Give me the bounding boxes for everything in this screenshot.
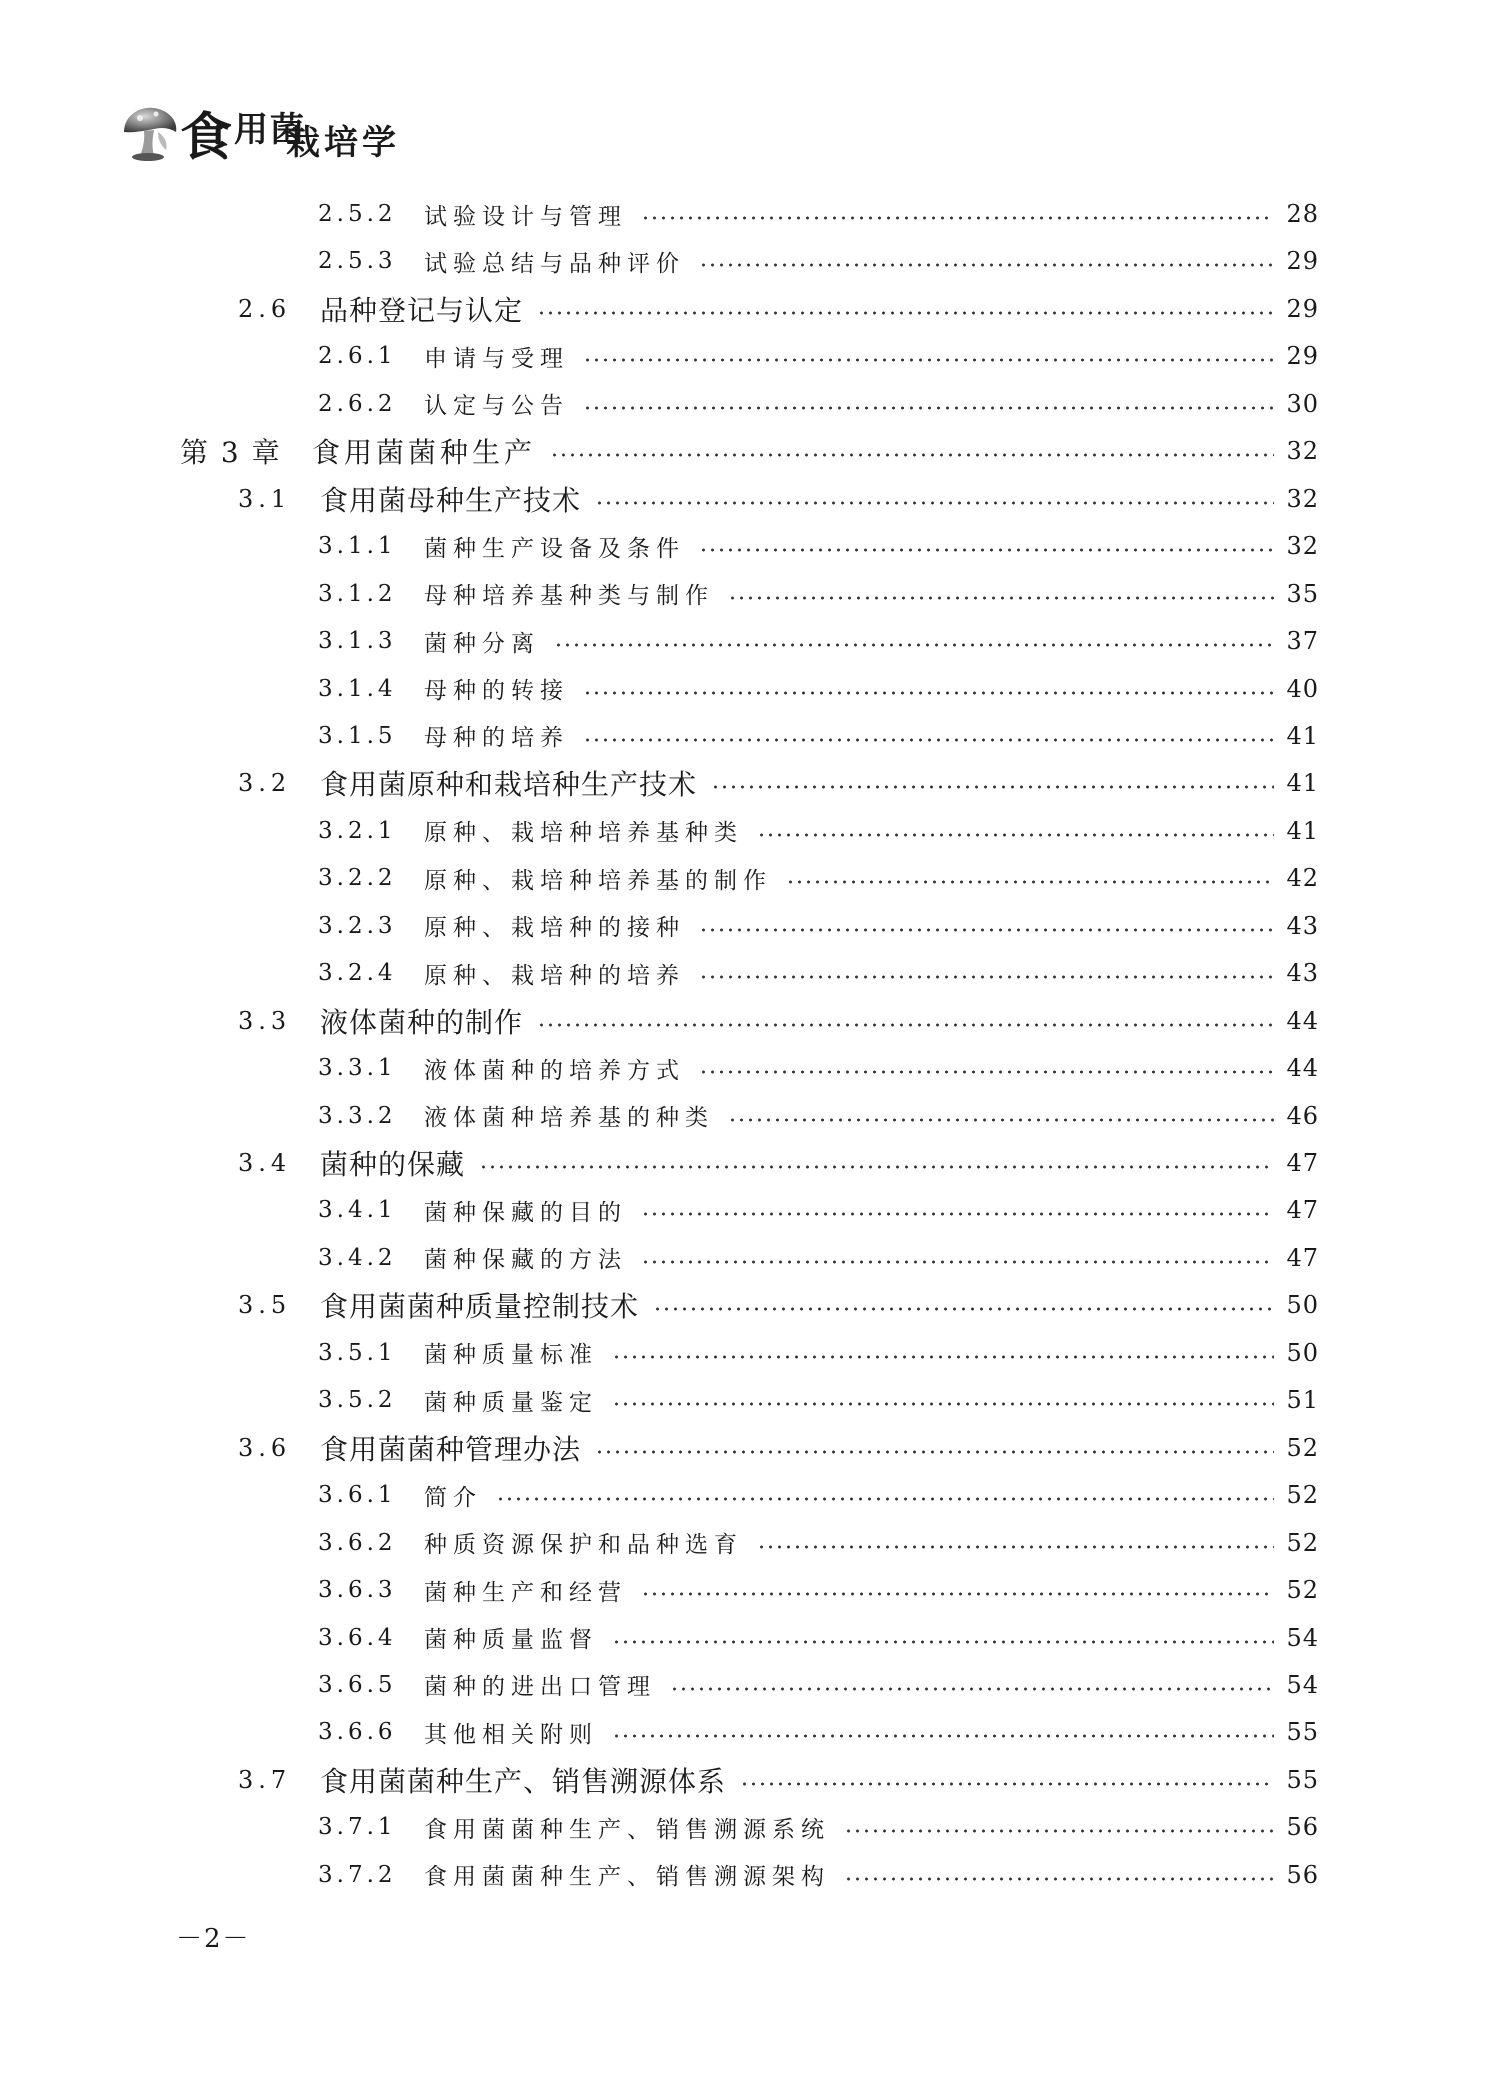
- toc-entry-title: 食用菌菌种管理办法: [320, 1432, 582, 1466]
- toc-entry-page: 55: [1286, 1765, 1319, 1794]
- toc-entry-title: 菌种保藏的方法: [424, 1247, 627, 1274]
- toc-entry-title: 菌种质量鉴定: [424, 1389, 598, 1416]
- toc-entry-title: 简介: [424, 1484, 482, 1511]
- toc-entry-page: 52: [1286, 1433, 1319, 1462]
- toc-leader-dots: [641, 1212, 1274, 1216]
- toc-leader-dots: [740, 1782, 1274, 1786]
- toc-entry: [0, 858, 1503, 898]
- toc-entry-number: 3.1.5: [318, 722, 397, 749]
- toc-entry: [0, 289, 1503, 329]
- toc-leader-dots: [595, 1450, 1274, 1454]
- toc-entry-title: 品种登记与认定: [320, 293, 524, 327]
- toc-leader-dots: [711, 785, 1274, 789]
- toc-entry: [0, 1760, 1503, 1800]
- toc-entry-page: 28: [1286, 200, 1319, 228]
- toc-entry-number: 3.1.1: [318, 533, 397, 560]
- toc-leader-dots: [479, 1165, 1274, 1169]
- toc-entry-number: 3.6.3: [318, 1577, 397, 1604]
- toc-entry-page: 44: [1286, 1054, 1319, 1083]
- toc-entry: [0, 716, 1503, 756]
- toc-leader-dots: [786, 880, 1274, 884]
- toc-leader-dots: [612, 1640, 1274, 1644]
- toc-entry: [0, 1475, 1503, 1515]
- toc-entry-page: 50: [1286, 1338, 1319, 1367]
- toc-leader-dots: [583, 738, 1274, 742]
- toc-entry: [0, 1428, 1503, 1468]
- toc-leader-dots: [641, 216, 1274, 220]
- toc-entry-number: 3.2: [238, 769, 292, 798]
- toc-entry: [0, 1238, 1503, 1278]
- toc-entry-number: 3.2.2: [318, 865, 397, 892]
- toc-entry: [0, 194, 1503, 234]
- toc-entry-title: 食用菌菌种生产、销售溯源体系: [320, 1764, 727, 1798]
- toc-entry-page: 32: [1286, 437, 1319, 466]
- toc-entry-page: 47: [1286, 1196, 1319, 1225]
- toc-leader-dots: [670, 1687, 1274, 1691]
- toc-entry-number: 3.6.1: [318, 1482, 397, 1509]
- toc-entry-page: 37: [1286, 627, 1319, 656]
- toc-entry-number: 3.4.2: [318, 1244, 397, 1271]
- toc-leader-dots: [844, 1829, 1274, 1833]
- toc-entry-page: 47: [1286, 1149, 1319, 1177]
- toc-entry-number: 3.1: [238, 484, 292, 513]
- toc-entry: [0, 1001, 1503, 1041]
- toc-entry-title: 液体菌种培养基的种类: [424, 1105, 714, 1132]
- toc-leader-dots: [728, 596, 1274, 600]
- toc-entry-page: 43: [1286, 911, 1319, 940]
- toc-entry: [0, 1143, 1503, 1183]
- toc-entry: [0, 1855, 1503, 1895]
- toc-entry-page: 35: [1286, 579, 1319, 608]
- toc-entry: [0, 1048, 1503, 1088]
- toc-entry-number: 2.5.2: [318, 201, 397, 227]
- toc-leader-dots: [699, 548, 1274, 552]
- toc-entry-title: 试验设计与管理: [424, 203, 627, 230]
- toc-entry: [0, 241, 1503, 281]
- toc-entry-page: 55: [1286, 1718, 1319, 1747]
- toc-leader-dots: [757, 833, 1274, 837]
- toc-entry-page: 32: [1286, 484, 1319, 513]
- toc-entry-page: 30: [1286, 389, 1319, 418]
- toc-entry-title: 原种、栽培种培养基的制作: [424, 867, 772, 894]
- toc-entry-title: 试验总结与品种评价: [424, 250, 685, 277]
- toc-entry-page: 56: [1286, 1860, 1319, 1889]
- toc-entry-number: 3.1.3: [318, 628, 397, 655]
- toc-entry-title: 菌种质量标准: [424, 1342, 598, 1369]
- toc-entry-title: 食用菌菌种生产: [312, 436, 537, 470]
- running-header: [118, 98, 618, 168]
- toc-entry-page: 56: [1286, 1813, 1319, 1842]
- toc-leader-dots: [612, 1355, 1274, 1359]
- toc-entry-number: 3.5: [238, 1291, 292, 1320]
- toc-leader-dots: [537, 1023, 1274, 1027]
- toc-entry: [0, 526, 1503, 566]
- mushroom-icon: [118, 102, 182, 162]
- book-title-part1: 食: [180, 107, 235, 168]
- toc-entry-title: 母种培养基种类与制作: [424, 583, 714, 610]
- toc-leader-dots: [612, 1734, 1274, 1738]
- toc-leader-dots: [583, 358, 1274, 362]
- toc-entry-number: 2.6.1: [318, 343, 397, 370]
- toc-leader-dots: [612, 1402, 1274, 1406]
- toc-entry-number: 3.6.6: [318, 1719, 397, 1746]
- toc-entry-title: 母种的转接: [424, 678, 569, 704]
- toc-entry: [0, 384, 1503, 424]
- toc-entry-title: 食用菌母种生产技术: [320, 483, 582, 517]
- toc-entry-title: 菌种的进出口管理: [424, 1674, 656, 1701]
- toc-entry: [0, 1570, 1503, 1610]
- book-title-part2: 用菌: [234, 110, 307, 150]
- toc-leader-dots: [653, 1307, 1274, 1311]
- toc-entry-number: 3.7.2: [318, 1861, 397, 1888]
- toc-entry-title: 菌种分离: [424, 630, 540, 657]
- toc-entry: [0, 811, 1503, 851]
- toc-entry-number: 3.3: [238, 1006, 292, 1035]
- toc-entry: [0, 906, 1503, 946]
- toc-entry-title: 食用菌菌种生产、销售溯源架构: [424, 1864, 830, 1891]
- toc-entry: [0, 669, 1503, 709]
- toc-entry-number: 第 3 章: [180, 436, 282, 470]
- toc-entry-title: 种质资源保护和品种选育: [424, 1532, 743, 1559]
- toc-leader-dots: [641, 1260, 1274, 1264]
- toc-entry-number: 3.2.4: [318, 960, 397, 987]
- toc-entry-page: 43: [1286, 959, 1319, 988]
- toc-entry: [0, 431, 1503, 471]
- toc-entry-page: 41: [1286, 769, 1319, 798]
- toc-entry-title: 菌种保藏的目的: [424, 1199, 627, 1226]
- toc-leader-dots: [699, 928, 1274, 932]
- toc-entry: [0, 953, 1503, 993]
- toc-entry-title: 其他相关附则: [424, 1721, 598, 1748]
- toc-entry-page: 52: [1286, 1576, 1319, 1605]
- book-title-part3: 栽培学: [286, 123, 400, 163]
- toc-entry: [0, 1096, 1503, 1136]
- toc-leader-dots: [537, 311, 1274, 315]
- toc-entry-number: 3.2.1: [318, 817, 397, 844]
- toc-entry-page: 54: [1286, 1670, 1319, 1699]
- toc-entry: [0, 1712, 1503, 1752]
- toc-entry-title: 母种的培养: [424, 725, 569, 752]
- toc-entry: [0, 336, 1503, 376]
- toc-entry-number: 3.6: [238, 1433, 292, 1462]
- toc-entry-title: 原种、栽培种培养基种类: [424, 820, 743, 847]
- toc-entry-title: 菌种生产设备及条件: [424, 535, 685, 562]
- toc-entry-page: 29: [1286, 294, 1319, 323]
- toc-entry: [0, 479, 1503, 519]
- toc-entry-number: 3.3.1: [318, 1055, 397, 1082]
- toc-entry-page: 41: [1286, 816, 1319, 845]
- toc-entry: [0, 1665, 1503, 1705]
- toc-entry-page: 52: [1286, 1481, 1319, 1510]
- toc-entry-title: 液体菌种的培养方式: [424, 1057, 685, 1084]
- toc-entry-title: 食用菌菌种质量控制技术: [320, 1290, 640, 1324]
- toc-entry-number: 3.6.4: [318, 1624, 397, 1651]
- toc-entry-number: 3.5.2: [318, 1387, 397, 1414]
- toc-entry-title: 申请与受理: [424, 345, 569, 372]
- toc-entry-title: 食用菌菌种生产、销售溯源系统: [424, 1816, 830, 1843]
- toc-entry-page: 44: [1286, 1006, 1319, 1035]
- toc-entry-title: 原种、栽培种的培养: [424, 962, 685, 989]
- toc-leader-dots: [641, 1592, 1274, 1596]
- toc-entry-number: 3.6.2: [318, 1529, 397, 1556]
- toc-leader-dots: [699, 263, 1274, 267]
- toc-entry-title: 菌种生产和经营: [424, 1579, 627, 1606]
- toc-entry: [0, 621, 1503, 661]
- toc-entry: [0, 1190, 1503, 1230]
- toc-entry-number: 3.7: [238, 1765, 292, 1794]
- toc-entry-page: 32: [1286, 532, 1319, 561]
- toc-entry-number: 3.2.3: [318, 912, 397, 939]
- toc-entry-page: 40: [1286, 674, 1319, 703]
- toc-leader-dots: [583, 406, 1274, 410]
- toc-entry: [0, 1333, 1503, 1373]
- toc-entry-title: 液体菌种的制作: [320, 1005, 524, 1039]
- toc-entry: [0, 1618, 1503, 1658]
- toc-entry-page: 42: [1286, 864, 1319, 893]
- toc-leader-dots: [699, 975, 1274, 979]
- toc-entry: [0, 763, 1503, 803]
- toc-entry: [0, 1285, 1503, 1325]
- toc-entry-number: 2.5.3: [318, 248, 397, 275]
- toc-entry-number: 3.7.1: [318, 1814, 397, 1841]
- toc-entry-title: 食用菌原种和栽培种生产技术: [320, 768, 698, 802]
- toc-entry-page: 50: [1286, 1291, 1319, 1320]
- toc-entry-title: 认定与公告: [424, 393, 569, 420]
- toc-leader-dots: [728, 1118, 1274, 1122]
- toc-leader-dots: [844, 1877, 1274, 1881]
- toc-entry-number: 3.6.5: [318, 1671, 397, 1698]
- toc-entry-page: 29: [1286, 247, 1319, 276]
- toc-entry-number: 3.4: [238, 1149, 292, 1177]
- toc-entry-page: 51: [1286, 1386, 1319, 1415]
- toc-entry-title: 原种、栽培种的接种: [424, 915, 685, 942]
- toc-entry-page: 47: [1286, 1243, 1319, 1272]
- toc-entry-title: 菌种的保藏: [320, 1148, 466, 1181]
- toc-leader-dots: [757, 1545, 1274, 1549]
- toc-entry: [0, 1807, 1503, 1847]
- toc-entry-page: 52: [1286, 1528, 1319, 1557]
- toc-leader-dots: [595, 501, 1274, 505]
- toc-entry-page: 29: [1286, 342, 1319, 371]
- toc-entry-number: 2.6: [238, 294, 292, 323]
- toc-entry-number: 3.1.4: [318, 675, 397, 702]
- toc-entry-number: 3.4.1: [318, 1197, 397, 1224]
- toc-entry-title: 菌种质量监督: [424, 1627, 598, 1653]
- toc-entry-page: 41: [1286, 721, 1319, 750]
- toc-entry-page: 54: [1286, 1623, 1319, 1652]
- toc-entry-page: 46: [1286, 1101, 1319, 1130]
- toc-leader-dots: [699, 1070, 1274, 1074]
- toc-entry-number: 2.6.2: [318, 390, 397, 417]
- toc-leader-dots: [496, 1497, 1274, 1501]
- toc-leader-dots: [554, 643, 1274, 647]
- toc-leader-dots: [550, 453, 1274, 457]
- toc-entry: [0, 1523, 1503, 1563]
- toc-entry-number: 3.3.2: [318, 1102, 397, 1129]
- toc-leader-dots: [583, 691, 1274, 695]
- page-number: －2－: [176, 1924, 251, 1954]
- toc-entry-number: 3.1.2: [318, 580, 397, 607]
- toc-entry-number: 3.5.1: [318, 1339, 397, 1366]
- toc-entry: [0, 1380, 1503, 1420]
- toc-entry: [0, 574, 1503, 614]
